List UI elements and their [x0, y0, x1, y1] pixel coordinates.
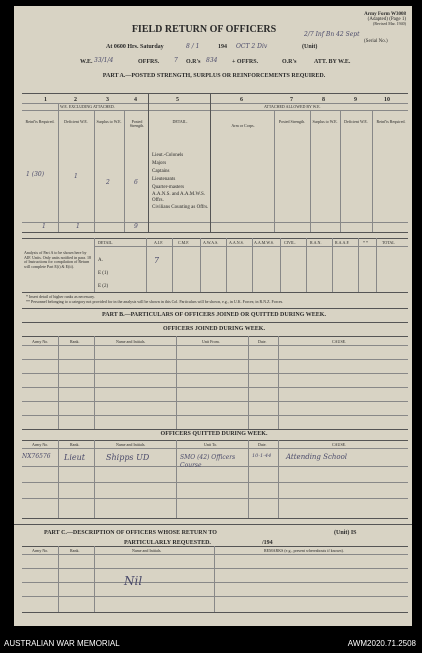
unit-stamp: 2/7 Inf Bn 42 Sept	[304, 31, 360, 38]
hand-surplus: 2	[106, 179, 110, 186]
col-head-10: Reinf'ts Required.	[376, 119, 406, 124]
date-hand: 8 / 1	[186, 43, 200, 50]
col-head-4: Posted Strength.	[129, 119, 145, 128]
analysis-cmf: C.M.F.	[178, 240, 190, 245]
ors-value: 834	[206, 57, 218, 64]
quitted-col-army-no: Army No.	[32, 442, 49, 447]
serial-no: (Serial No.)	[364, 39, 388, 44]
hand-reinf: 1 (30)	[26, 171, 45, 178]
col-num-3: 3	[106, 97, 109, 103]
part-b-title: PART B.—PARTICULARS OF OFFICERS JOINED OR QUITTED DURING WEEK.	[102, 312, 326, 318]
footer-accession: AWM2020.71.2508	[347, 639, 416, 648]
analysis-awas: A.W.A.S.	[203, 240, 219, 245]
quitted-col-date: Date.	[258, 442, 267, 447]
analysis-aans: A.A.N.S.	[229, 240, 244, 245]
quitted-col-cause: CAUSE.	[332, 442, 347, 447]
we-value: 33/1/4	[94, 57, 114, 64]
col-head-6: Arm or Corps.	[231, 123, 255, 128]
part-c-col-rank: Rank.	[70, 548, 80, 553]
quitted-col-rank: Rank.	[70, 442, 80, 447]
detail-rows	[152, 152, 210, 211]
detail-majors: Majors	[152, 161, 167, 166]
joined-col-cause: CAUSE.	[332, 339, 347, 344]
we-label: W.E.	[80, 59, 93, 65]
unit-label: (Unit)	[302, 44, 318, 50]
part-c-col-name: Name and Initials.	[132, 548, 162, 553]
footnote-2: ** Personnel belonging to a category not provided for in the analysis will be shown in this Col. Particulars will be shown, e.g., in U.K. Forces; in R.N.Z. Forces.	[26, 300, 284, 304]
col-num-9: 9	[354, 97, 357, 103]
col-num-5: 5	[176, 97, 179, 103]
form-number-line2: (Adapted) (Page 1)	[367, 17, 406, 22]
joined-col-rank: Rank.	[70, 339, 80, 344]
detail-aans: A.A.N.S. and A.A.M.W.S. Offrs.	[152, 192, 206, 203]
at-line: At 0600 Hrs. Saturday	[106, 44, 164, 50]
plus-offrs-label: + OFFRS.	[232, 59, 259, 65]
analysis-row-e1: E (1)	[98, 271, 109, 276]
part-c-col-army-no: Army No.	[32, 548, 49, 553]
analysis-detail: DETAIL.	[98, 240, 114, 245]
ors2-label: O.R's	[282, 59, 297, 65]
analysis-hand: 7	[154, 256, 160, 265]
quitted-army-no: NX76576	[22, 453, 51, 460]
col-num-1: 1	[44, 97, 47, 103]
form-title: FIELD RETURN OF OFFICERS	[131, 24, 277, 35]
detail-captains: Captains	[152, 169, 170, 174]
joined-title: OFFICERS JOINED DURING WEEK.	[163, 326, 265, 332]
col-num-2: 2	[74, 97, 77, 103]
quitted-col-unit: Unit To.	[204, 442, 218, 447]
quitted-col-name: Name and Initials.	[116, 442, 146, 447]
quitted-rank: Lieut	[64, 453, 85, 462]
col-head-8: Surplus to W.E.	[312, 119, 338, 124]
quitted-unit: SMO (42) Officers Course	[180, 454, 236, 469]
part-c-title-line2: PARTICULARLY REQUESTED.	[124, 540, 211, 546]
analysis-ran: R.A.N.	[310, 240, 322, 245]
footer-source: AUSTRALIAN WAR MEMORIAL	[4, 639, 120, 648]
offrs-label: OFFRS.	[138, 59, 160, 65]
form-number-line3: (Revised Mar. 1940)	[373, 21, 406, 26]
analysis-total: TOTAL	[382, 240, 395, 245]
part-c-title-line1: PART C.—DESCRIPTION OF OFFICERS WHOSE RETURN TO	[44, 530, 217, 536]
analysis-raaf: R.A.A.F.	[335, 240, 350, 245]
total-1: 1	[42, 223, 46, 230]
header-year: 194	[218, 44, 227, 50]
col-head-3: Surplus to W.E.	[96, 119, 122, 124]
col-head-7: Posted Strength.	[278, 119, 306, 124]
col-num-4: 4	[134, 97, 137, 103]
footnote-1: * Insert detail of higher ranks as necessary.	[26, 294, 95, 299]
we-excluding-attached: W.E. EXCLUDING ATTACHED.	[60, 104, 115, 109]
analysis-rows	[98, 254, 108, 293]
analysis-civil: CIVIL.	[284, 240, 296, 245]
col-num-8: 8	[322, 97, 325, 103]
quitted-title: OFFICERS QUITTED DURING WEEK.	[160, 431, 268, 437]
col-head-2: Deficient W.E.	[64, 119, 88, 124]
part-c-col-remarks: REMARKS (e.g., present whereabouts if known).	[264, 548, 344, 553]
joined-col-date: Date.	[258, 339, 267, 344]
detail-civilians: Civilians Counting as Offrs.	[152, 205, 209, 210]
joined-col-army-no: Army No.	[32, 339, 49, 344]
col-num-6: 6	[240, 97, 243, 103]
return-form-sheet	[14, 6, 412, 626]
quitted-name: Shipps UD	[106, 453, 150, 462]
col-num-7: 7	[290, 97, 293, 103]
attached-allowed: ATTACHED ALLOWED BY W.E.	[264, 104, 321, 109]
col-head-9: Deficient W.E.	[344, 119, 368, 124]
date-hand2: OCT 2 Div	[236, 43, 268, 50]
att-label: ATT. BY W.E.	[314, 59, 351, 65]
part-c-year: /194	[262, 540, 273, 546]
form-number-line1: Army Form W3008	[364, 12, 406, 17]
part-a-title: PART A.—POSTED STRENGTH, SURPLUS OR REINFORCEMENTS REQUIRED.	[102, 73, 326, 79]
joined-col-unit: Unit From.	[202, 339, 220, 344]
detail-lieutenants: Lieutenants	[152, 177, 176, 182]
analysis-aamws: A.A.M.W.S.	[254, 240, 274, 245]
hand-posted: 6	[134, 179, 138, 186]
ors-label: O.R's	[186, 59, 201, 65]
analysis-label: Analysis of Part A to be shown here by AIF. Units. Only units notified in para. 18 of Instructions for compilation of Return will complete Part E(i) & E(ii).	[24, 250, 92, 269]
col-num-10: 10	[384, 97, 390, 103]
col-head-5: DETAIL.	[172, 119, 188, 124]
hand-deficient: 1	[74, 173, 78, 180]
offrs-value: 7	[174, 57, 178, 64]
part-c-unit-is: (Unit) IS	[334, 530, 357, 536]
detail-lt-colonels: Lieut.-Colonels	[152, 153, 184, 158]
joined-col-name: Name and Initials.	[116, 339, 146, 344]
total-2: 1	[76, 223, 80, 230]
detail-quartermasters: Quarter-masters	[152, 185, 185, 190]
analysis-row-e2: E (2)	[98, 284, 109, 289]
quitted-cause: Attending School	[286, 453, 348, 461]
total-4: 9	[134, 223, 138, 230]
form-number	[364, 12, 406, 26]
analysis-aif: A.I.F.	[154, 240, 164, 245]
part-c-nil: Nil	[124, 574, 143, 588]
quitted-date: 10-1-44	[252, 453, 272, 459]
analysis-row-a: A.	[98, 258, 103, 263]
col-head-1: Reinf'ts Required.	[25, 119, 55, 124]
analysis-other: * *	[363, 240, 368, 245]
